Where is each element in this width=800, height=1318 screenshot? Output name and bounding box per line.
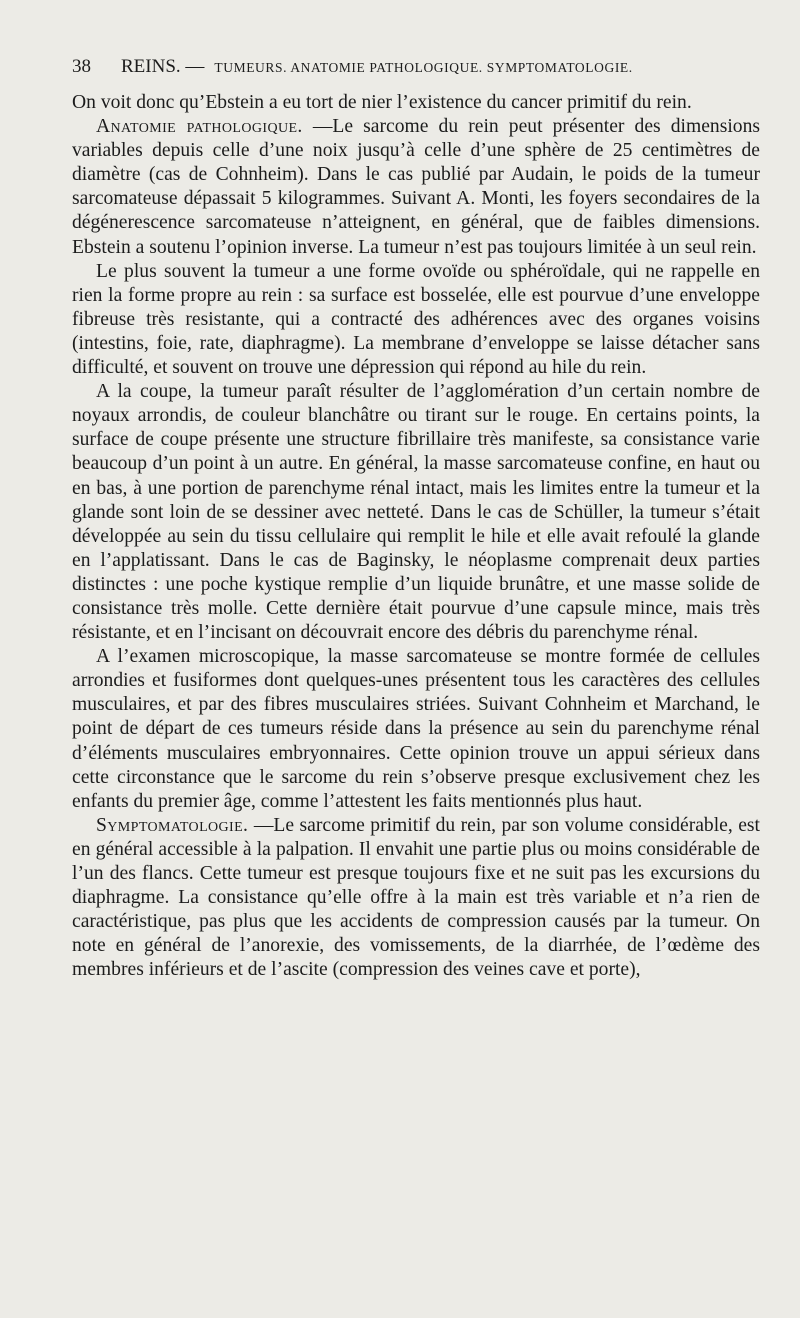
running-head-title: TUMEURS. ANATOMIE PATHOLOGIQUE. SYMPTOMATOLOGIE.: [214, 60, 633, 75]
section-heading-anatomie: Anatomie pathologique.: [96, 116, 303, 138]
section-heading-symptomatologie: Symptomatologie.: [96, 814, 249, 836]
paragraph-text: Le plus souvent la tumeur a une forme ovoïde ou sphéroïdale, qui ne rappelle en rien la forme propre au rein : sa surface est bosselée, elle est pourvue d’une enveloppe fibreuse très resistante, qui a contracté des adhérences avec des organes voisins (intestins, foie, rate, diaphragme). La membrane d’enveloppe se laisse détacher sans difficulté, et souvent on trouve une dépression qui répond au hile du rein.: [72, 260, 760, 379]
paragraph-text: A l’examen microscopique, la masse sarcomateuse se montre formée de cellules arrondies et fusiformes dont quelques-unes présentent tous les caractères des cellules musculaires, et par des fibres musculaires striées. Suivant Cohnheim et Marchand, le point de départ de ces tumeurs réside dans la présence au sein du parenchyme rénal d’éléments musculaires embryonnaires. Cette opinion trouve un appui sérieux dans cette circonstance que le sarcome du rein s’observe presque exclusivement chez les enfants du premier âge, comme l’attestent les faits mentionnés plus haut.: [72, 646, 760, 812]
paragraph-text: A la coupe, la tumeur paraît résulter de l’agglomération d’un certain nombre de noyaux arrondis, de couleur blanchâtre ou tirant sur le rouge. En certains points, la surface de coupe présente une structure fibrillaire très manifeste, sa consistance varie beaucoup d’un point à un autre. En général, la masse sarcomateuse confine, en haut ou en bas, à une portion de parenchyme rénal intact, mais les limites entre la tumeur et la glande sont loin de se dessiner avec netteté. Dans le cas de Schüller, la tumeur s’était développée au sein du tissu cellulaire qui remplit le hile et elle avait refoulé la glande en l’applatissant. Dans le cas de Baginsky, le néoplasme comprenait deux parties distinctes : une poche kystique remplie d’un liquide brunâtre, et une masse solide de consistance très molle. Cette dernière était pourvue d’une capsule mince, mais très résistante, et en l’incisant on découvrait encore des débris du parenchyme rénal.: [72, 381, 760, 644]
paragraph-text: —Le sarcome du rein peut présenter des dimensions variables depuis celle d’une noix jusqu’à celle d’une sphère de 25 centimètres de diamètre (cas de Cohnheim). Dans le cas publié par Audain, le poids de la tumeur sarcomateuse dépassait 5 kilogrammes. Suivant A. Monti, les foyers secondaires de la dégénerescence sarcomateuse n’atteignent, en général, que de faibles dimensions. Ebstein a soutenu l’opinion inverse. La tumeur n’est pas toujours limitée à un seul rein.: [72, 116, 761, 258]
body-text: [72, 91, 760, 982]
paragraph-coupe: [72, 380, 760, 645]
running-head: [72, 56, 760, 79]
paragraph-intro: [72, 91, 760, 115]
paragraph-text: On voit donc qu’Ebstein a eu tort de nier l’existence du cancer primitif du rein.: [72, 92, 692, 113]
paragraph-text: —Le sarcome primitif du rein, par son volume considérable, est en général accessible à la palpation. Il envahit une partie plus ou moins considérable de l’un des flancs. Cette tumeur est presque toujours fixe et ne suit pas les excursions du diaphragme. La consistance qu’elle offre à la main est très variable et n’a rien de caractéristique, pas plus que les accidents de compression causés par la tumeur. On note en général de l’anorexie, des vomissements, de la diarrhée, de l’œdème des membres inférieurs et de l’ascite (compression des veines cave et porte),: [72, 814, 760, 981]
paragraph-forme: [72, 260, 760, 380]
paragraph-anatomie: [72, 115, 760, 260]
paragraph-microscopique: [72, 645, 760, 814]
page-number: 38: [72, 56, 91, 77]
paragraph-symptomatologie: [72, 814, 760, 983]
running-head-part: REINS. —: [121, 56, 205, 77]
